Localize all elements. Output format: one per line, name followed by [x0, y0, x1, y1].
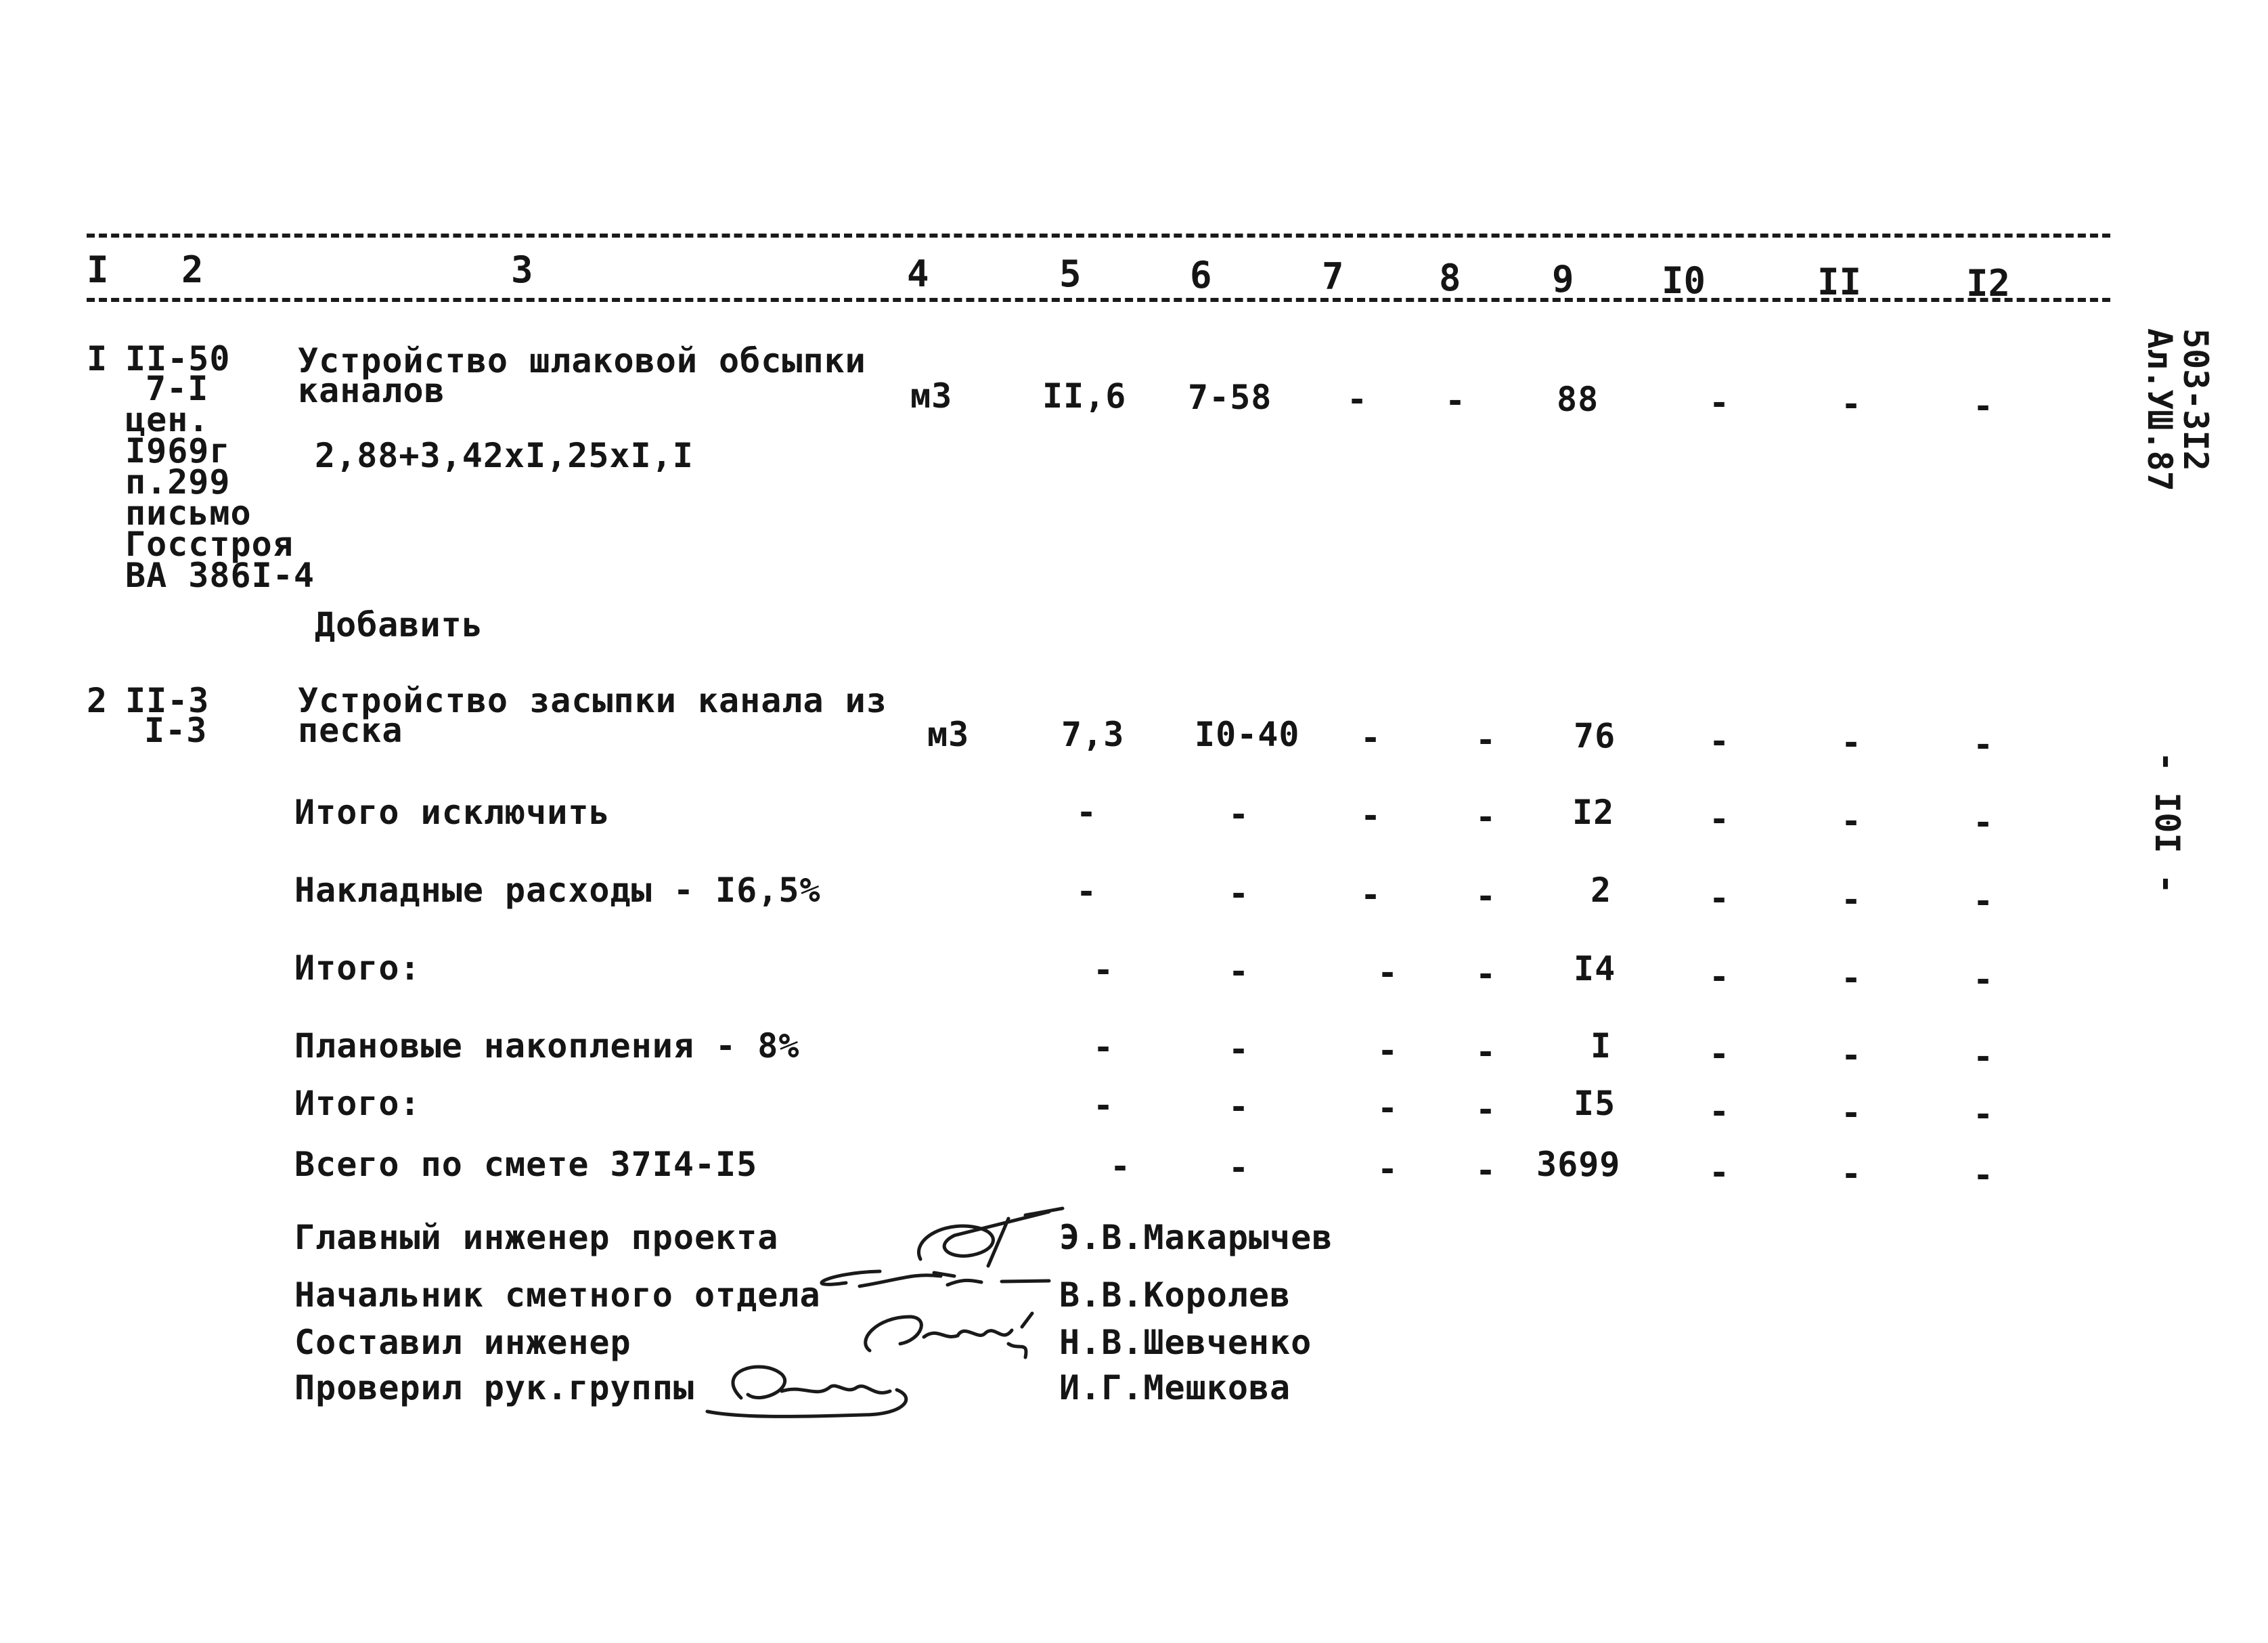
col-header-9: 9	[1552, 258, 1574, 301]
row-number: I	[87, 339, 108, 378]
col-header-8: 8	[1439, 257, 1461, 299]
col-header-12: I2	[1966, 262, 2011, 305]
col-header-10: I0	[1662, 259, 1706, 302]
signer-name: Э.В.Макарычев	[1059, 1218, 1333, 1257]
signer-role: Составил инженер	[294, 1323, 631, 1362]
handwritten-signature	[785, 1259, 1056, 1307]
cell-col10: -	[1709, 1034, 1731, 1074]
cell-col8: -	[1475, 1032, 1497, 1072]
total-cell: 76	[1574, 716, 1616, 755]
cell-col8: -	[1475, 877, 1497, 916]
total-cell: 2	[1591, 871, 1612, 910]
cell-col12: -	[1973, 1156, 1995, 1195]
description-line: Устройство шлаковой обсыпки	[298, 341, 866, 380]
col-header-4: 4	[907, 253, 929, 295]
unit-price-cell: I0-40	[1195, 715, 1300, 754]
cell-col11: -	[1841, 1154, 1863, 1193]
work-description	[298, 341, 866, 410]
cell-col12: -	[1973, 387, 1995, 426]
unit-cell: м3	[927, 715, 970, 754]
total-row-label: Итого:	[294, 1084, 421, 1123]
cell-col6: -	[1228, 1148, 1250, 1187]
description-line: песка	[298, 711, 403, 750]
col-header-6: 6	[1190, 254, 1212, 297]
header-rule-bottom	[87, 298, 2110, 302]
cell-col5: -	[1093, 1028, 1115, 1067]
total-row-label: Накладные расходы - I6,5%	[294, 871, 821, 910]
handwritten-signature	[701, 1351, 944, 1432]
quantity-cell: II,6	[1042, 376, 1127, 416]
col-header-5: 5	[1059, 253, 1082, 295]
cell-col8: -	[1475, 1151, 1497, 1190]
cell-col11: -	[1841, 1093, 1863, 1133]
side-code-line: 503-3I2	[2176, 328, 2215, 471]
unit-cell: м3	[910, 376, 953, 416]
col-header-7: 7	[1322, 255, 1344, 298]
cell-col7: -	[1377, 1089, 1399, 1128]
col-header-1: I	[87, 248, 109, 291]
norm-line: I-3	[144, 711, 208, 750]
norm-reference	[125, 339, 315, 595]
total-cell: 88	[1557, 380, 1599, 419]
norm-line: п.299	[125, 462, 231, 502]
cell-col6: -	[1228, 952, 1250, 991]
cell-col10: -	[1709, 383, 1731, 422]
cell-col12: -	[1973, 1095, 1995, 1134]
row-number: 2	[87, 681, 108, 720]
section-label-add: Добавить	[315, 605, 483, 644]
side-album-line: Ал.УШ.87	[2140, 328, 2180, 491]
signer-name: И.Г.Мешкова	[1059, 1368, 1291, 1407]
cell-col7: -	[1360, 875, 1382, 915]
quantity-cell: 7,3	[1061, 715, 1125, 754]
norm-reference	[125, 681, 210, 750]
cell-col8: -	[1475, 1090, 1497, 1129]
total-cell: I2	[1572, 793, 1615, 832]
cell-col7: -	[1377, 1031, 1399, 1070]
cell-col5: -	[1093, 1086, 1115, 1125]
norm-line: Госстроя	[125, 525, 294, 564]
cell-col10: -	[1709, 722, 1731, 761]
norm-line: цен.	[125, 400, 210, 439]
cell-col7: -	[1347, 380, 1369, 419]
cell-col12: -	[1973, 960, 1995, 999]
cell-col10: -	[1709, 879, 1731, 918]
work-description	[298, 681, 887, 750]
description-line: каналов	[298, 371, 445, 410]
cell-col11: -	[1841, 1036, 1863, 1075]
norm-line: I969г	[125, 431, 231, 470]
cell-col12: -	[1973, 1037, 1995, 1076]
grand-total-cell: 3699	[1536, 1145, 1621, 1184]
signer-name: Н.В.Шевченко	[1059, 1323, 1312, 1362]
total-row-label: Итого исключить	[294, 793, 610, 832]
col-header-2: 2	[181, 248, 204, 291]
cell-col10: -	[1709, 799, 1731, 839]
cell-col8: -	[1475, 720, 1497, 760]
cell-col5: -	[1110, 1147, 1132, 1186]
grand-total-label: Всего по смете 37I4-I5	[294, 1145, 758, 1184]
col-header-11: II	[1817, 261, 1862, 303]
cell-col11: -	[1841, 802, 1863, 841]
cell-col12: -	[1973, 881, 1995, 921]
total-cell: I	[1591, 1026, 1612, 1066]
norm-line: II-3	[125, 681, 210, 720]
total-row-label: Итого:	[294, 948, 421, 988]
norm-line: письмо	[125, 494, 252, 533]
signer-role: Главный инженер проекта	[294, 1218, 779, 1257]
cell-col7: -	[1360, 718, 1382, 758]
total-row-label: Плановые накопления - 8%	[294, 1026, 800, 1066]
cell-col12: -	[1973, 803, 1995, 842]
side-doc-code	[2142, 328, 2213, 491]
page-number: - I0I -	[2148, 751, 2187, 894]
cell-col10: -	[1709, 1092, 1731, 1131]
cell-col8: -	[1475, 797, 1497, 837]
total-cell: I5	[1574, 1084, 1616, 1123]
signer-role: Проверил рук.группы	[294, 1368, 694, 1407]
cell-col5: -	[1076, 793, 1098, 832]
volume-formula: 2,88+3,42хI,25хI,I	[315, 436, 694, 475]
cell-col5: -	[1093, 950, 1115, 990]
cell-col7: -	[1377, 1149, 1399, 1189]
cell-col11: -	[1841, 723, 1863, 762]
cell-col6: -	[1228, 795, 1250, 834]
cell-col7: -	[1360, 796, 1382, 835]
cell-col8: -	[1445, 381, 1467, 420]
cell-col10: -	[1709, 1153, 1731, 1192]
norm-line: 7-I	[146, 369, 209, 408]
cell-col8: -	[1475, 955, 1497, 994]
signer-name: В.В.Королев	[1059, 1275, 1291, 1315]
cell-col10: -	[1709, 957, 1731, 996]
cell-col12: -	[1973, 725, 1995, 764]
cell-col6: -	[1228, 874, 1250, 913]
cell-col7: -	[1377, 953, 1399, 992]
cell-col6: -	[1228, 1087, 1250, 1126]
description-line: Устройство засыпки канала из	[298, 681, 887, 720]
unit-price-cell: 7-58	[1188, 378, 1272, 417]
col-header-3: 3	[511, 248, 533, 291]
signer-role: Начальник сметного отдела	[294, 1275, 821, 1315]
cell-col5: -	[1076, 872, 1098, 911]
norm-line: II-50	[125, 339, 231, 378]
cell-col11: -	[1841, 959, 1863, 998]
total-cell: I4	[1574, 949, 1616, 988]
cell-col11: -	[1841, 385, 1863, 424]
cell-col11: -	[1841, 880, 1863, 919]
cell-col6: -	[1228, 1030, 1250, 1069]
header-rule-top	[87, 234, 2110, 238]
norm-line: ВА 386I-4	[125, 556, 315, 595]
